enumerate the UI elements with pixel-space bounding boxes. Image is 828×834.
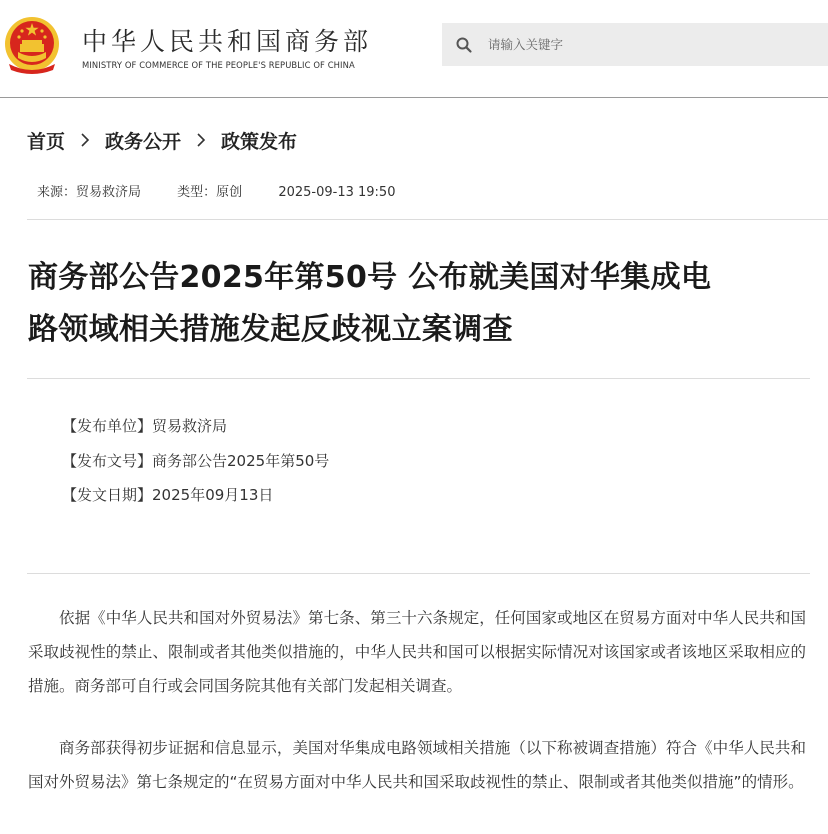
info-doc-number [62,450,329,471]
search-icon[interactable] [455,36,473,54]
breadcrumb-gov-affairs[interactable]: 政务公开 [105,130,182,153]
article-title [28,252,818,356]
site-name[interactable]: 中华人民共和国商务部 [82,27,373,56]
info-value: 贸易救济局 [152,417,228,435]
article-title-line2: 路领域相关措施发起反歧视立案调查 [28,312,513,347]
chevron-right-icon [65,132,105,148]
breadcrumb-policy-release[interactable]: 政策发布 [221,130,298,153]
article-meta [37,181,395,200]
breadcrumb-home[interactable]: 首页 [27,130,66,153]
divider [27,219,828,220]
meta-datetime: 2025-09-13 19:50 [278,185,396,200]
info-value: 2025年09月13日 [152,486,274,504]
chevron-right-icon [181,132,221,148]
meta-type: 类型：原创 [177,185,243,200]
search-box [442,23,828,66]
breadcrumb [27,125,297,155]
info-date [62,484,273,505]
article-paragraph: 商务部获得初步证据和信息显示，美国对华集成电路领域相关措施（以下称被调查措施）符合《中华人民共和国对外贸易法》第七条规定的“在贸易方面对中华人民共和国采取歧视性的禁止、限制或者其他类似措施”的情形。 [28,739,806,791]
info-label: 【发文日期】 [62,486,153,504]
article-paragraph: 依据《中华人民共和国对外贸易法》第七条、第三十六条规定，任何国家或地区在贸易方面对中华人民共和国采取歧视性的禁止、限制或者其他类似措施的，中华人民共和国可以根据实际情况对该国家或者该地区采取相应的措施。商务部可自行或会同国务院其他有关部门发起相关调查。 [28,609,806,695]
site-name-english: MINISTRY OF COMMERCE OF THE PEOPLE'S REPUBLIC OF CHINA [82,60,355,70]
national-emblem-icon[interactable] [3,14,61,76]
info-issuer [62,415,227,436]
divider [27,573,810,574]
article-title-line1: 商务部公告2025年第50号 公布就美国对华集成电 [28,260,712,295]
header-divider [0,97,828,98]
info-label: 【发布单位】 [62,417,153,435]
search-input[interactable] [488,23,808,66]
divider [27,378,810,379]
meta-source: 来源：贸易救济局 [37,185,142,200]
info-label: 【发布文号】 [62,452,153,470]
info-value: 商务部公告2025年第50号 [152,452,330,470]
site-header [0,0,828,97]
